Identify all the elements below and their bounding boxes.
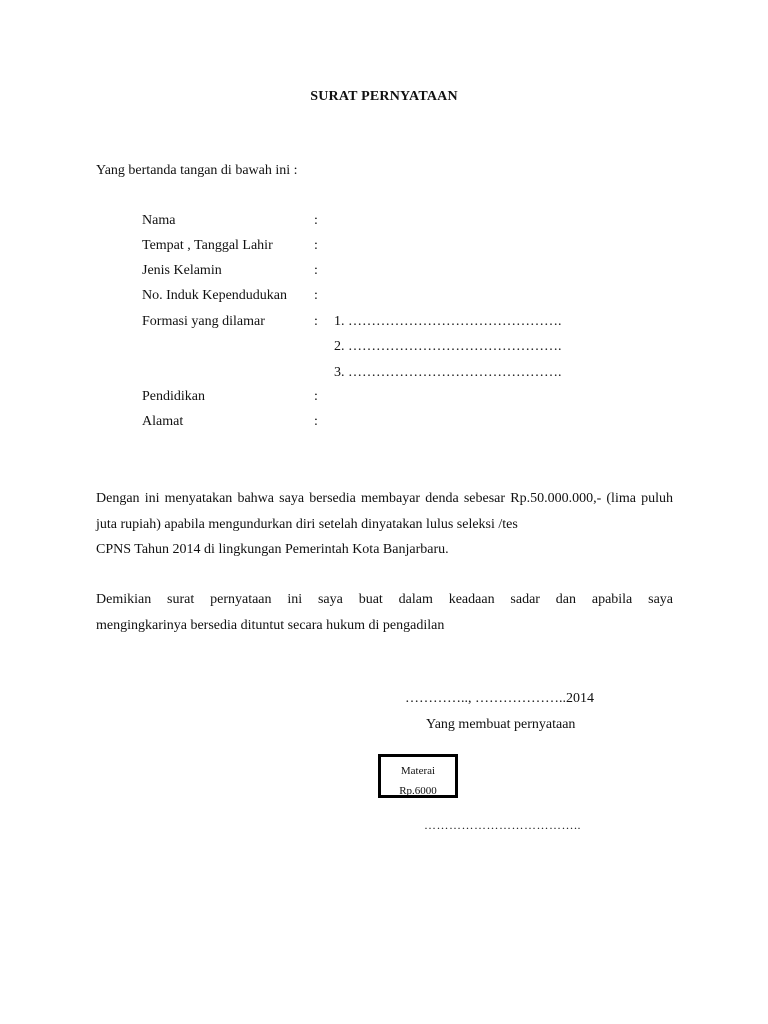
signature-line: ……………………………….. — [424, 818, 581, 832]
formasi-option-1: 1. ………………………………………. — [334, 314, 562, 329]
field-colon-formasi: : — [314, 314, 318, 329]
document-title: SURAT PERNYATAAN — [310, 89, 458, 104]
field-colon-pendidikan: : — [314, 389, 318, 404]
statement-paragraph-body: Dengan ini menyatakan bahwa saya bersedia membayar denda sebesar Rp.50.000.000,- (lima puluh juta rupiah) apabila mengundurkan diri setelah dinyatakan lulus seleksi /tes — [96, 491, 673, 532]
formasi-option-2: 2. ………………………………………. — [334, 339, 562, 354]
formasi-option-3: 3. ………………………………………. — [334, 365, 562, 380]
statement-paragraph — [96, 486, 673, 563]
stamp-box — [378, 754, 458, 798]
stamp-label: Materai — [400, 765, 436, 777]
field-colon-tempat-tanggal-lahir: : — [314, 238, 318, 253]
field-label-tempat-tanggal-lahir: Tempat , Tanggal Lahir — [142, 238, 273, 253]
statement-paragraph-last-line: CPNS Tahun 2014 di lingkungan Pemerintah Kota Banjarbaru. — [96, 542, 449, 557]
field-colon-alamat: : — [314, 414, 318, 429]
field-colon-nama: : — [314, 213, 318, 228]
field-label-alamat: Alamat — [142, 414, 184, 429]
signer-caption: Yang membuat pernyataan — [426, 717, 576, 732]
field-label-nama: Nama — [142, 213, 176, 228]
field-colon-nik: : — [314, 288, 318, 303]
closing-paragraph — [96, 587, 673, 638]
field-label-nik: No. Induk Kependudukan — [142, 288, 288, 303]
field-label-jenis-kelamin: Jenis Kelamin — [142, 263, 222, 278]
field-label-formasi: Formasi yang dilamar — [142, 314, 265, 329]
place-date-line: ………….., ………………..2014 — [405, 691, 594, 706]
closing-paragraph-last-line: mengingkarinya bersedia dituntut secara hukum di pengadilan — [96, 617, 445, 633]
intro-text: Yang bertanda tangan di bawah ini : — [96, 163, 298, 178]
field-colon-jenis-kelamin: : — [314, 263, 318, 278]
closing-paragraph-body: Demikian surat pernyataan ini saya buat dalam keadaan sadar dan apabila saya — [96, 592, 673, 607]
field-label-pendidikan: Pendidikan — [142, 389, 205, 404]
stamp-amount: Rp.6000 — [399, 785, 437, 797]
